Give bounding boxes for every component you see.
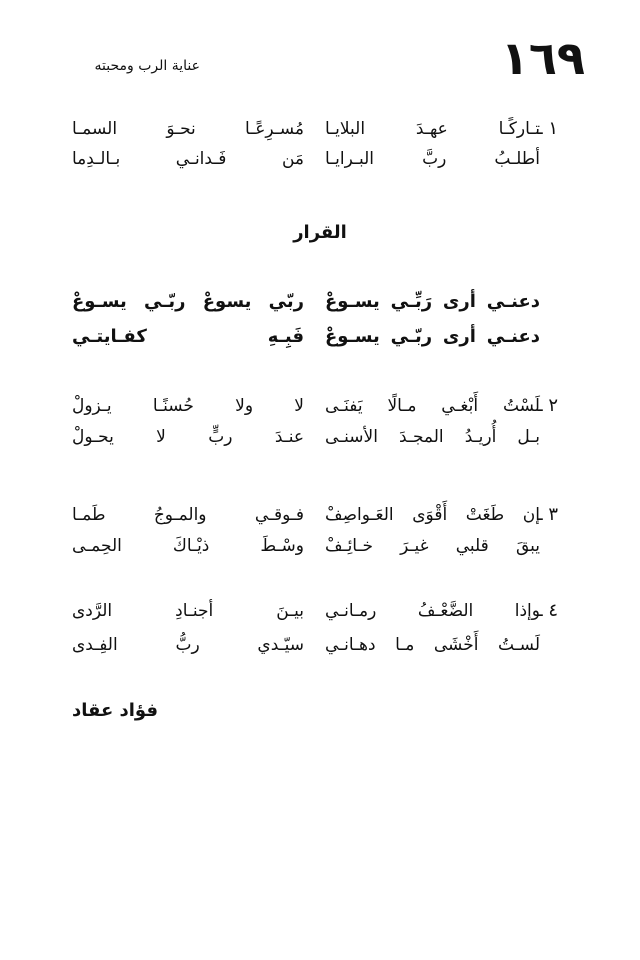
verse-3-line-1 xyxy=(0,500,640,530)
first-hemistich: أطلـبُ ربَّ البـرايـا xyxy=(325,149,540,169)
refrain-line-1 xyxy=(0,287,640,317)
first-hemistich: لَسْتُ أَبْغـي مـالًا يَفنَـى xyxy=(325,396,540,416)
first-hemistich: إن طَغَتْ أَقْوَى العَـواصِفْ xyxy=(325,505,540,525)
page-number: ١٦٩ xyxy=(500,31,585,85)
verse-number: ٤ ـ xyxy=(537,600,558,621)
verse-4-line-2 xyxy=(0,630,640,660)
second-hemistich: ربّي يسوعْ ربّـي يسـوعْ xyxy=(72,291,304,312)
first-hemistich: لَسـتُ أَخْشَى مـا دهـانـي xyxy=(325,635,540,655)
verse-number: ٢ ـ xyxy=(537,395,558,416)
second-hemistich: وسْـطَ ذيْـاكَ الحِمـى xyxy=(72,536,304,556)
verse-1-line-1 xyxy=(0,114,640,144)
verse-2-line-1 xyxy=(0,391,640,421)
verse-2-line-2 xyxy=(0,422,640,452)
author-name: فؤاد عقاد xyxy=(72,700,158,721)
first-hemistich: دعنـي أرى ربّـي يسـوعْ xyxy=(325,326,540,347)
second-hemistich: عنـدَ ربٍّ لا يحـولْ xyxy=(72,427,304,447)
second-hemistich: فَبِـهِ كفـايتـي xyxy=(72,326,304,347)
verse-number: ١ ـ xyxy=(537,118,558,139)
second-hemistich: سيّـدي ربُّ الفِـدى xyxy=(72,635,304,655)
refrain-title: القرار xyxy=(293,222,347,243)
first-hemistich: تـاركًـا عهـدَ البلايـا xyxy=(325,119,540,139)
second-hemistich: بيـنَ أجنـادِ الرَّدى xyxy=(72,601,304,621)
verse-4-line-1 xyxy=(0,596,640,626)
second-hemistich: مَن فَـدانـي بـالـدِما xyxy=(72,149,304,169)
verse-3-line-2 xyxy=(0,531,640,561)
second-hemistich: فـوقـي والمـوجُ طَمـا xyxy=(72,505,304,525)
second-hemistich: لا ولا حُسنًـا يـزولْ xyxy=(72,396,304,416)
first-hemistich: يبقَ قلبي غيـرَ خـائِـفْ xyxy=(325,536,540,556)
verse-number: ٣ ـ xyxy=(537,504,558,525)
first-hemistich: بـل أُريـدُ المجـدَ الأسنـى xyxy=(325,427,540,447)
first-hemistich: وإذا الضَّعْـفُ رمـانـي xyxy=(325,601,540,621)
second-hemistich: مُسـرِعًـا نحـوَ السمـا xyxy=(72,119,304,139)
verse-1-line-2 xyxy=(0,144,640,174)
first-hemistich: دعنـي أرى رَبِّـي يسـوعْ xyxy=(325,291,540,312)
refrain-line-2 xyxy=(0,322,640,352)
running-header: عناية الرب ومحبته xyxy=(94,58,200,74)
